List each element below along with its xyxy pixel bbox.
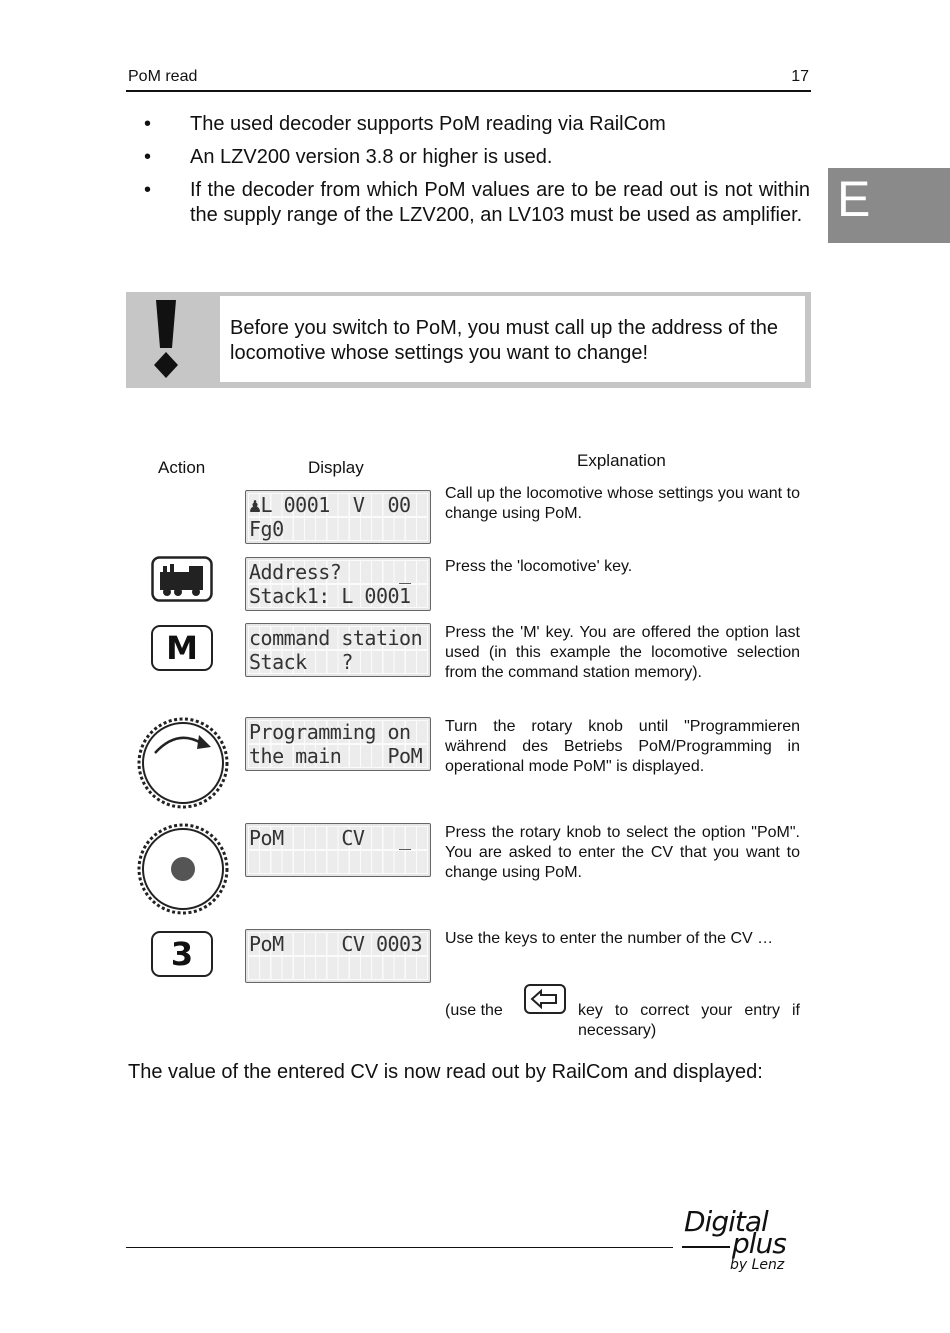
logo-line-3: by Lenz bbox=[730, 1257, 785, 1273]
correction-note-before: (use the bbox=[445, 1002, 503, 1019]
explanation-text: Call up the locomotive whose settings you want to change using PoM. bbox=[445, 485, 800, 522]
explanation-text: Press the 'M' key. You are offered the option last used (in this example the locomotive selection from the command station memory). bbox=[445, 624, 800, 681]
explanation-text: Press the rotary knob to select the option "PoM". You are asked to enter the CV that you want to change using PoM. bbox=[445, 824, 800, 881]
rotary-knob-press-icon bbox=[137, 823, 229, 915]
digital-plus-logo bbox=[680, 1205, 815, 1280]
list-item: • If the decoder from which PoM values are to be read out is not within the supply range of the LZV200, an LV103 must be used as amplifier. bbox=[144, 179, 810, 226]
lcd-line: PoM CV 0003 bbox=[249, 933, 427, 955]
bullet-icon: • bbox=[144, 146, 152, 168]
bullet-icon: • bbox=[144, 113, 152, 135]
page-number: 17 bbox=[791, 68, 809, 85]
explanation-text: Press the 'locomotive' key. bbox=[445, 558, 633, 575]
rotary-knob-turn-icon bbox=[137, 717, 229, 809]
lcd-line bbox=[249, 851, 427, 873]
lcd-display bbox=[245, 823, 431, 877]
list-item: • The used decoder supports PoM reading via RailCom bbox=[144, 113, 666, 135]
page-header-title: PoM read bbox=[128, 68, 198, 85]
language-tab-label: E bbox=[837, 171, 871, 227]
locomotive-key-icon bbox=[151, 556, 213, 602]
lcd-line: Fg0 bbox=[249, 518, 427, 540]
requirements-list bbox=[140, 112, 810, 236]
warning-note-text: Before you switch to PoM, you must call up the address of the locomotive whose settings you want to change! bbox=[230, 317, 779, 364]
lcd-line: PoM CV _ bbox=[249, 827, 427, 849]
warning-note bbox=[126, 292, 811, 388]
column-header-action: Action bbox=[158, 458, 206, 477]
m-key-icon bbox=[151, 625, 213, 671]
explanation-text: Use the keys to enter the number of the CV … bbox=[445, 930, 774, 947]
lcd-line: Stack ? bbox=[249, 651, 427, 673]
number-3-key-icon bbox=[151, 931, 213, 977]
exclamation-icon bbox=[146, 300, 194, 380]
column-header-explanation: Explanation bbox=[577, 451, 666, 470]
logo-line-1: Digital bbox=[684, 1205, 768, 1238]
header-rule bbox=[126, 90, 811, 92]
explanation-text: Turn the rotary knob until "Programmieren während des Betriebs PoM/Programming in operational mode PoM" is displayed. bbox=[445, 718, 800, 775]
correction-note-after-line1: key to correct your entry if necessary) bbox=[578, 1002, 800, 1039]
key-label: M bbox=[166, 629, 198, 667]
closing-paragraph: The value of the entered CV is now read out by RailCom and displayed: bbox=[128, 1061, 763, 1083]
logo-line-2: plus bbox=[732, 1227, 786, 1260]
key-label: 3 bbox=[170, 935, 194, 973]
footer-rule bbox=[126, 1247, 673, 1248]
lcd-display bbox=[245, 557, 431, 611]
warning-note-body bbox=[220, 296, 805, 382]
backspace-key-icon bbox=[524, 984, 566, 1014]
bullet-icon: • bbox=[144, 179, 152, 201]
lcd-line bbox=[249, 957, 427, 979]
language-tab bbox=[828, 168, 950, 243]
logo-rule bbox=[682, 1246, 730, 1248]
lcd-line: Programming on bbox=[249, 721, 427, 743]
column-header-display: Display bbox=[308, 458, 364, 477]
lcd-display bbox=[245, 717, 431, 771]
lcd-line: Stack1: L 0001 bbox=[249, 585, 427, 607]
lcd-line: command station bbox=[249, 627, 427, 649]
lcd-line: the main PoM bbox=[249, 745, 427, 767]
lcd-line: ♟L 0001 V 00 bbox=[249, 494, 427, 516]
lcd-display bbox=[245, 929, 431, 983]
lcd-display bbox=[245, 623, 431, 677]
lcd-display bbox=[245, 490, 431, 544]
list-item: • An LZV200 version 3.8 or higher is used. bbox=[144, 146, 553, 168]
lcd-line: Address? _ bbox=[249, 561, 427, 583]
